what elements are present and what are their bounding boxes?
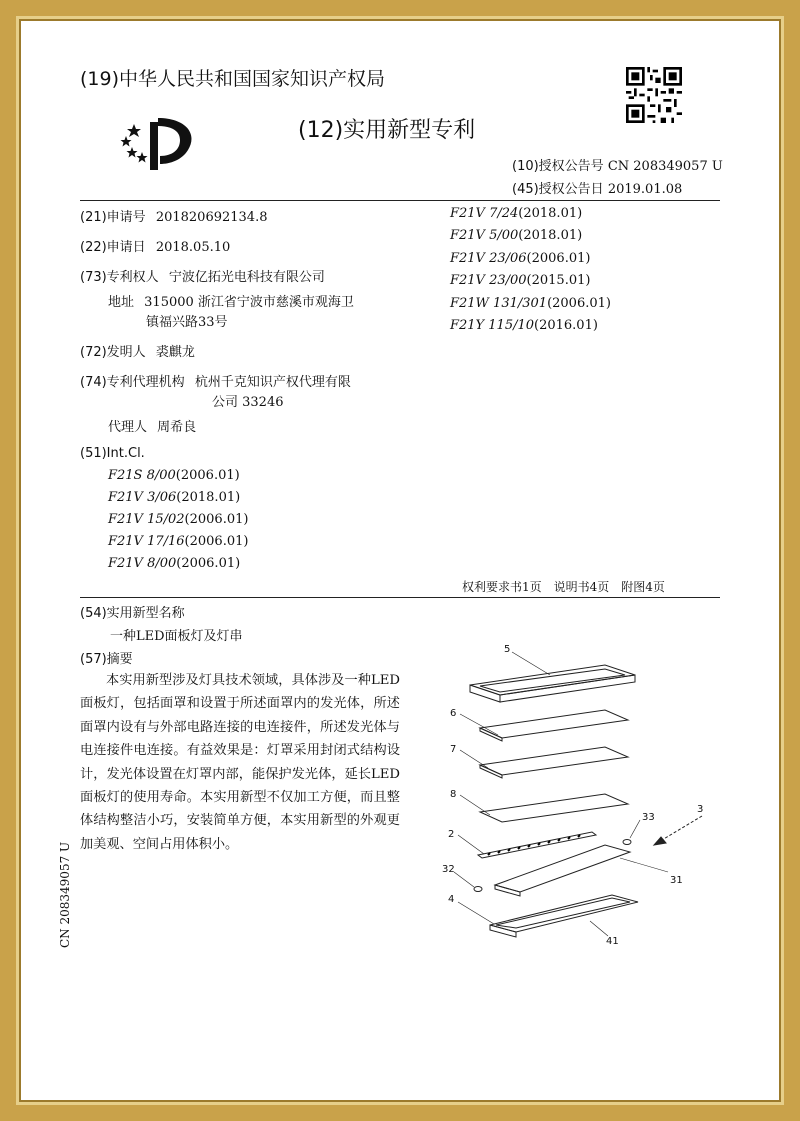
ipc-entry: F21V 7/24(2018.01) [450, 206, 583, 221]
arrow-3 [654, 816, 702, 845]
patentee: 宁波亿拓光电科技有限公司 [168, 270, 325, 285]
plate-8 [480, 794, 628, 822]
back-frame-4 [490, 895, 638, 937]
connector-32 [474, 887, 482, 892]
body-divider [80, 597, 720, 598]
connector-33 [623, 840, 631, 845]
plate-6 [480, 710, 628, 741]
inventor: 裘麒龙 [155, 345, 195, 360]
label-31: 31 [670, 875, 683, 886]
label-32: 32 [442, 864, 455, 875]
ipc-left-list [108, 468, 248, 578]
application-date-label: (22)申请日 [80, 240, 146, 255]
utility-model-title: 一种LED面板灯及灯串 [110, 629, 243, 644]
vertical-publication-number: CN 208349057 U [58, 841, 72, 948]
office-name: (19)中华人民共和国国家知识产权局 [80, 68, 386, 90]
title-label: (54)实用新型名称 [80, 606, 185, 621]
inventor-label: (72)发明人 [80, 345, 146, 360]
publication-number-row [512, 155, 723, 174]
address-line1: 315000 浙江省宁波市慈溪市观海卫 [144, 295, 354, 310]
abstract-text: 本实用新型涉及灯具技术领域，具体涉及一种LED面板灯，包括面罩和设置于所述面罩内的发光体，所述面罩内设有与外部电路连接的电连接件，所述发光体与电连接件电连接。有益效果是：灯罩采用封闭式结构设计，发光体设置在灯罩内部，能保护发光体，延长LED面板灯的使用寿命。本实用新型不仅加工方便，而且整体结构整洁小巧，安装简单方便，本实用新型的外观更加美观、空间占用体积小。 [80, 673, 400, 852]
label-3: 3 [697, 804, 704, 815]
plate-7 [480, 747, 628, 778]
label-33: 33 [642, 812, 655, 823]
agency-row [80, 371, 351, 390]
agent: 周希良 [157, 420, 197, 435]
header-divider [80, 200, 720, 201]
abstract-label: (57)摘要 [80, 652, 133, 667]
ipc-entry: F21V 3/06(2018.01) [108, 490, 241, 505]
application-number: 201820692134.8 [155, 210, 268, 225]
ipc-entry: F21W 131/301(2006.01) [450, 295, 611, 311]
ipc-entry: F21V 23/00(2015.01) [450, 273, 591, 289]
ipc-entry: F21Y 115/10(2016.01) [450, 317, 598, 333]
application-number-row [80, 206, 267, 225]
agent-row [108, 416, 196, 435]
label-6: 6 [450, 708, 457, 719]
ipc-entry: F21V 5/00(2018.01) [450, 228, 583, 244]
frame-5 [470, 665, 635, 702]
ipc-entry: F21V 23/06(2006.01) [450, 250, 591, 266]
label-2: 2 [448, 829, 455, 840]
cover-31 [495, 845, 630, 896]
inventor-row [80, 341, 195, 360]
light-strip-2 [478, 832, 596, 858]
publication-number-label: (10)授权公告号 [512, 159, 604, 174]
leader-lines [454, 652, 668, 936]
label-4: 4 [448, 894, 455, 905]
publication-date-row [512, 178, 682, 197]
application-number-label: (21)申请号 [80, 210, 146, 225]
label-41: 41 [606, 936, 619, 947]
cnipa-logo-icon [116, 114, 200, 174]
ipc-right-list [450, 206, 611, 340]
publication-date-label: (45)授权公告日 [512, 182, 604, 197]
ipc-entry: F21V 15/02(2006.01) [108, 512, 249, 527]
application-date: 2018.05.10 [155, 240, 231, 255]
address-label: 地址 [108, 295, 135, 310]
agent-label: 代理人 [108, 420, 148, 435]
application-date-row [80, 236, 230, 255]
address-line2: 镇福兴路33号 [146, 315, 228, 330]
patentee-row [80, 266, 325, 285]
address-row [108, 291, 354, 310]
ipc-entry: F21V 8/00(2006.01) [108, 556, 241, 571]
page-count-info: 权利要求书1页 说明书4页 附图4页 [462, 580, 665, 594]
agency-label: (74)专利代理机构 [80, 375, 185, 390]
agency-line2: 公司 33246 [212, 395, 284, 410]
intcl-label: (51)Int.Cl. [80, 446, 145, 461]
ipc-entry: F21S 8/00(2006.01) [108, 468, 240, 483]
label-5: 5 [504, 644, 511, 655]
publication-number: CN 208349057 U [607, 159, 723, 174]
label-8: 8 [450, 789, 457, 800]
agency-line1: 杭州千克知识产权代理有限 [194, 375, 351, 390]
exploded-view-drawing [440, 640, 720, 950]
publication-date: 2019.01.08 [607, 182, 683, 197]
qr-code-icon [626, 67, 682, 123]
document-type: (12)实用新型专利 [298, 118, 476, 143]
label-7: 7 [450, 744, 457, 755]
ipc-entry: F21V 17/16(2006.01) [108, 534, 249, 549]
patentee-label: (73)专利权人 [80, 270, 159, 285]
